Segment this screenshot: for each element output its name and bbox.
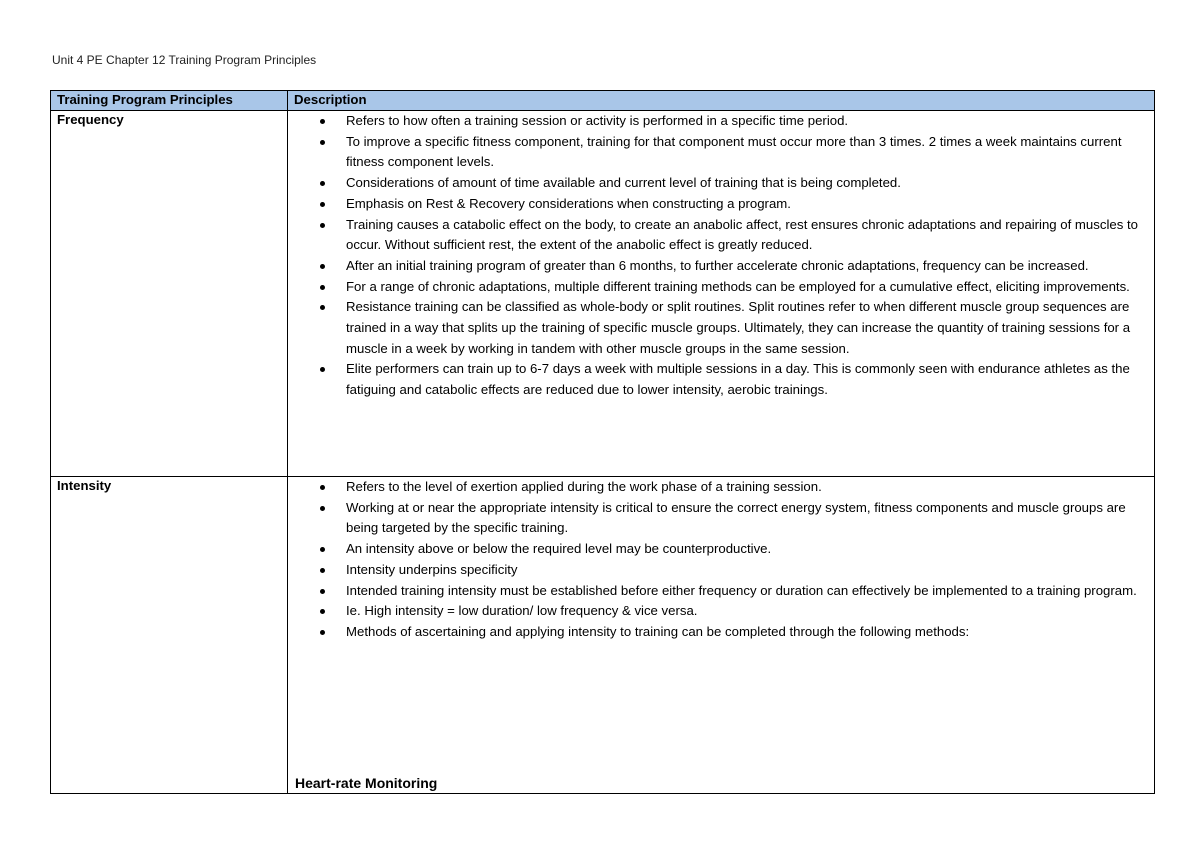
list-item: Working at or near the appropriate intensity is critical to ensure the correct energy system, fitness components and muscle groups are being targeted by the specific training. (346, 498, 1142, 539)
list-item: Refers to the level of exertion applied during the work phase of a training session. (346, 477, 1142, 498)
list-item: Elite performers can train up to 6-7 days a week with multiple sessions in a day. This is commonly seen with endurance athletes as the fatiguing and catabolic effects are reduced due to lower intensity, aerobic trainings. (346, 359, 1142, 400)
table-row-frequency (51, 111, 1155, 477)
document-title: Unit 4 PE Chapter 12 Training Program Principles (52, 53, 317, 67)
description-intensity (288, 477, 1155, 794)
list-item: An intensity above or below the required level may be counterproductive. (346, 539, 1142, 560)
heart-rate-monitoring-heading: Heart-rate Monitoring (295, 775, 438, 791)
principle-frequency: Frequency (51, 111, 288, 477)
list-item: To improve a specific fitness component, training for that component must occur more than 3 times. 2 times a week maintains current fitness component levels. (346, 132, 1142, 173)
list-item: Emphasis on Rest & Recovery considerations when constructing a program. (346, 194, 1142, 215)
list-item: Considerations of amount of time available and current level of training that is being completed. (346, 173, 1142, 194)
list-item: Training causes a catabolic effect on the body, to create an anabolic affect, rest ensures chronic adaptations and repairing of muscles to occur. Without sufficient rest, the extent of the anabolic effect is greatly reduced. (346, 215, 1142, 256)
list-item: After an initial training program of greater than 6 months, to further accelerate chronic adaptations, frequency can be increased. (346, 256, 1142, 277)
table-header-row (51, 91, 1155, 111)
principles-table (50, 90, 1155, 794)
list-item: Intensity underpins specificity (346, 560, 1142, 581)
list-item: Resistance training can be classified as whole-body or split routines. Split routines refer to when different muscle group sequences are trained in a way that splits up the training of specific muscle groups. Ultimately, they can increase the quantity of training sessions for a muscle in a week by working in tandem with other muscle groups in the same session. (346, 297, 1142, 359)
list-item: Intended training intensity must be established before either frequency or duration can effectively be implemented to a training program. (346, 581, 1142, 602)
intensity-bullet-list (294, 477, 1154, 643)
list-item: For a range of chronic adaptations, multiple different training methods can be employed for a cumulative effect, eliciting improvements. (346, 277, 1142, 298)
principle-intensity: Intensity (51, 477, 288, 794)
description-frequency (288, 111, 1155, 477)
header-principles: Training Program Principles (51, 91, 288, 111)
list-item: Refers to how often a training session or activity is performed in a specific time period. (346, 111, 1142, 132)
table-row-intensity (51, 477, 1155, 794)
list-item: Ie. High intensity = low duration/ low frequency & vice versa. (346, 601, 1142, 622)
frequency-bullet-list (294, 111, 1154, 401)
header-description: Description (288, 91, 1155, 111)
list-item: Methods of ascertaining and applying intensity to training can be completed through the following methods: (346, 622, 1142, 643)
